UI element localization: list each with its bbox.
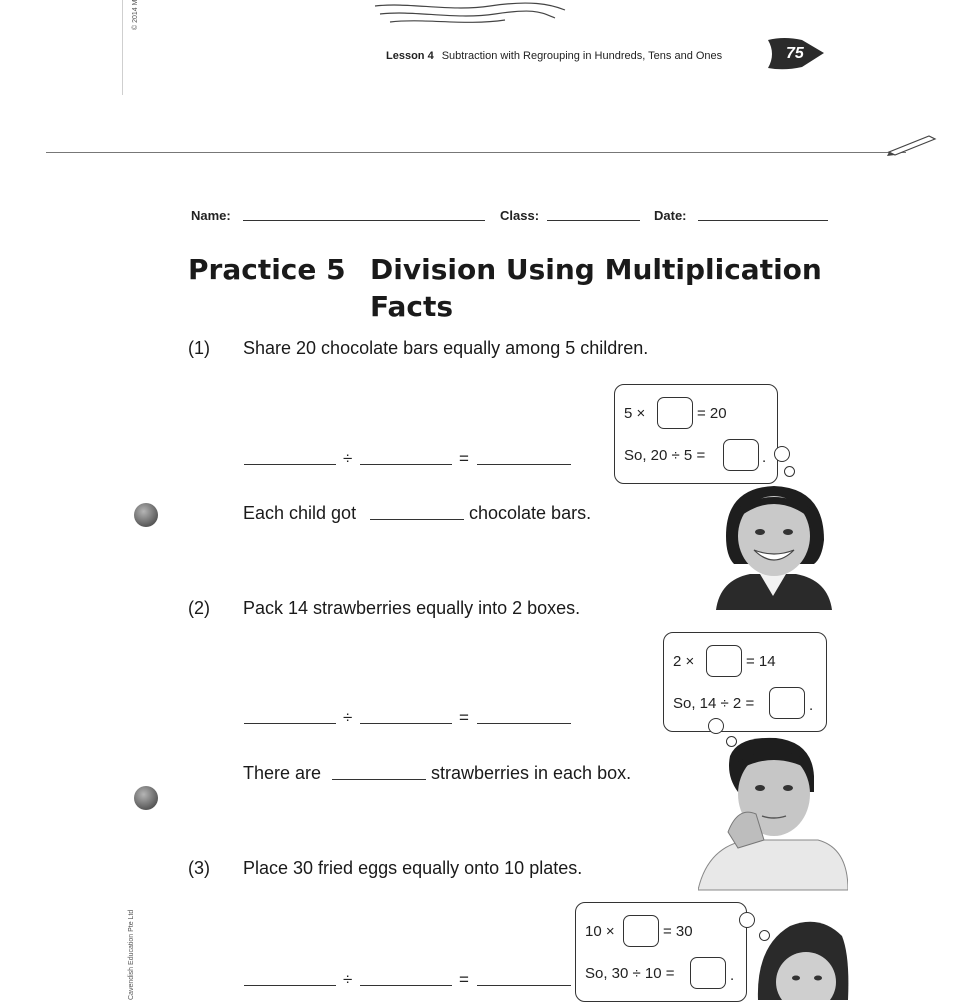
q1-mult-prefix: 5 × xyxy=(624,405,646,422)
q2-answer-after: strawberries in each box. xyxy=(431,763,632,783)
q3-dividend-blank[interactable] xyxy=(244,985,336,986)
q2-thought-bubble xyxy=(663,632,827,732)
lesson-label: Lesson 4 xyxy=(386,50,434,62)
q2-quotient-blank[interactable] xyxy=(477,723,571,724)
q1-mult-answer-box[interactable] xyxy=(657,397,693,429)
name-label: Name: xyxy=(191,208,231,223)
page-divider xyxy=(46,152,906,153)
q3-mult-result: = 30 xyxy=(663,923,693,940)
q1-divide-sign: ÷ xyxy=(343,449,353,468)
q2-divisor-blank[interactable] xyxy=(360,723,452,724)
q1-thought-bubble xyxy=(614,384,778,484)
pencil-icon xyxy=(885,130,940,158)
question-1-prompt: Share 20 chocolate bars equally among 5 children. xyxy=(243,338,649,358)
copyright-notice: © 2014 M xyxy=(132,0,139,30)
class-field[interactable] xyxy=(547,220,640,221)
q3-mult-prefix: 10 × xyxy=(585,923,615,940)
q3-divide-sign: ÷ xyxy=(343,970,353,989)
lesson-title: Subtraction with Regrouping in Hundreds, Tens and Ones xyxy=(441,50,723,62)
q3-quotient-blank[interactable] xyxy=(477,985,571,986)
q2-answer-before: There are xyxy=(243,763,322,783)
q1-div-answer-box[interactable] xyxy=(723,439,759,471)
question-3-prompt: Place 30 fried eggs equally onto 10 plates. xyxy=(243,858,583,878)
question-3-number: (3) xyxy=(188,858,210,878)
q1-mult-result: = 20 xyxy=(697,405,727,422)
practice-number: Practice 5 xyxy=(188,253,346,286)
q1-answer-before: Each child got xyxy=(243,503,357,523)
q2-bubble-dot-large xyxy=(708,718,724,734)
q1-answer-after: chocolate bars. xyxy=(469,503,592,523)
q1-answer-blank[interactable] xyxy=(370,519,464,520)
binder-hole-2 xyxy=(134,786,158,810)
q1-bubble-dot-small xyxy=(784,466,795,477)
q3-mult-answer-box[interactable] xyxy=(623,915,659,947)
lesson-caption xyxy=(386,50,722,62)
q1-period: . xyxy=(762,449,767,466)
q2-divide-sign: ÷ xyxy=(343,708,353,727)
q2-mult-prefix: 2 × xyxy=(673,653,695,670)
practice-title-line1: Division Using Multiplication xyxy=(370,253,822,286)
q1-div-prefix: So, 20 ÷ 5 = xyxy=(624,447,706,464)
q2-mult-answer-box[interactable] xyxy=(706,645,742,677)
publisher-notice: Cavendish Education Pte Ltd xyxy=(128,909,135,1000)
page-number: 75 xyxy=(786,45,804,62)
q3-div-prefix: So, 30 ÷ 10 = xyxy=(585,965,675,982)
q2-equals-sign: = xyxy=(459,708,469,727)
page-margin-line xyxy=(122,0,123,95)
girl-2-photo xyxy=(750,916,850,1000)
question-2-prompt: Pack 14 strawberries equally into 2 boxes. xyxy=(243,598,581,618)
q1-dividend-blank[interactable] xyxy=(244,464,336,465)
page-number-badge xyxy=(762,34,832,74)
q2-mult-result: = 14 xyxy=(746,653,776,670)
question-1-number: (1) xyxy=(188,338,210,358)
q3-equals-sign: = xyxy=(459,970,469,989)
q2-answer-blank[interactable] xyxy=(332,779,426,780)
q3-divisor-blank[interactable] xyxy=(360,985,452,986)
question-2-number: (2) xyxy=(188,598,210,618)
q3-thought-bubble xyxy=(575,902,747,1002)
q2-dividend-blank[interactable] xyxy=(244,723,336,724)
q2-div-prefix: So, 14 ÷ 2 = xyxy=(673,695,755,712)
q1-equals-sign: = xyxy=(459,449,469,468)
practice-title-line2: Facts xyxy=(370,290,454,323)
q3-div-answer-box[interactable] xyxy=(690,957,726,989)
q3-period: . xyxy=(730,967,735,984)
name-field[interactable] xyxy=(243,220,485,221)
wave-illustration xyxy=(370,0,570,28)
q2-period: . xyxy=(809,697,814,714)
class-label: Class: xyxy=(500,208,540,223)
boy-photo xyxy=(698,736,848,892)
q1-bubble-dot-large xyxy=(774,446,790,462)
q1-divisor-blank[interactable] xyxy=(360,464,452,465)
binder-hole-1 xyxy=(134,503,158,527)
q2-div-answer-box[interactable] xyxy=(769,687,805,719)
date-field[interactable] xyxy=(698,220,828,221)
girl-photo xyxy=(710,484,836,610)
date-label: Date: xyxy=(654,208,687,223)
q1-quotient-blank[interactable] xyxy=(477,464,571,465)
